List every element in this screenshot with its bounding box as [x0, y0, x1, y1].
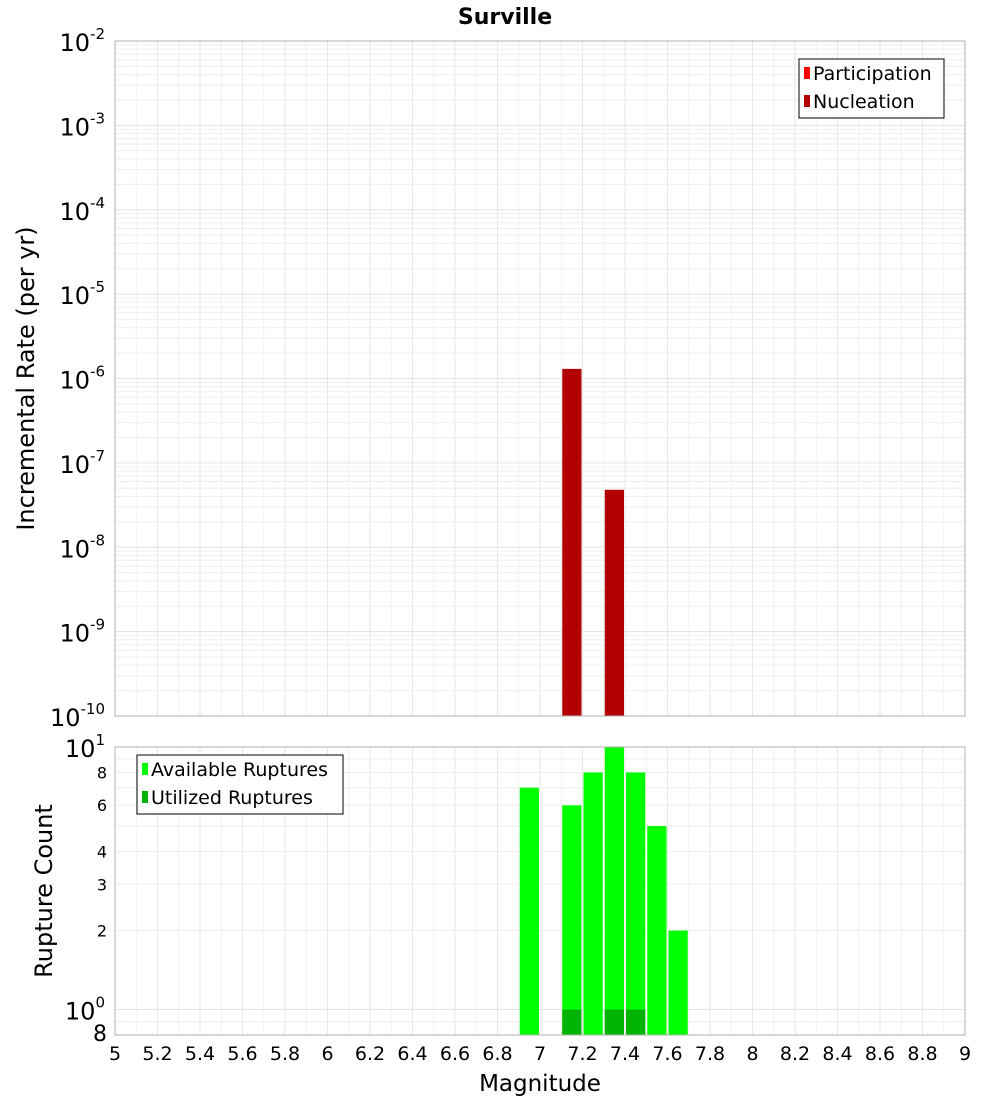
- legend-label: Available Ruptures: [151, 759, 328, 781]
- chart-panel-1: [30, 731, 971, 1097]
- y-axis-label: Incremental Rate (per yr): [12, 226, 40, 531]
- legend-swatch: [142, 763, 148, 775]
- y-tick-label: 4: [96, 842, 107, 862]
- x-tick-label: 6.8: [482, 1043, 513, 1065]
- bar-utilized-ruptures: [562, 1010, 581, 1035]
- y-tick-label: 8: [96, 763, 107, 783]
- legend: [799, 59, 944, 118]
- y-tick-label: $10^{-10}$: [49, 700, 105, 732]
- x-tick-label: 5.2: [142, 1043, 173, 1065]
- x-axis-label: Magnitude: [479, 1071, 601, 1097]
- x-tick-label: 8.2: [779, 1043, 811, 1065]
- y-tick-label: $10^{-9}$: [59, 615, 105, 648]
- x-tick-label: 7.6: [652, 1043, 683, 1065]
- bar-available-ruptures: [669, 931, 688, 1035]
- y-axis-label: Rupture Count: [30, 804, 58, 978]
- bar-available-ruptures: [584, 772, 603, 1035]
- y-tick-label: $10^{-2}$: [59, 25, 105, 57]
- y-tick-label: $10^{-8}$: [59, 531, 105, 564]
- x-tick-label: 8.4: [822, 1043, 853, 1065]
- y-tick-label: $10^{-7}$: [59, 446, 105, 479]
- legend-swatch: [142, 791, 148, 803]
- bar-available-ruptures: [562, 805, 581, 1035]
- y-tick-label: $10^1$: [64, 731, 105, 763]
- x-tick-label: 7.8: [694, 1043, 726, 1065]
- chart-title: Surville: [457, 5, 553, 30]
- x-tick-label: 7: [533, 1043, 547, 1065]
- bar-nucleation: [605, 490, 624, 716]
- bar-available-ruptures: [605, 747, 624, 1035]
- y-tick-label: 3: [96, 875, 107, 895]
- x-tick-label: 6.4: [397, 1043, 428, 1065]
- x-tick-label: 6: [321, 1043, 334, 1065]
- y-tick-label: $10^{-6}$: [59, 362, 105, 395]
- chart-panel-0: [12, 5, 965, 732]
- bar-available-ruptures: [520, 788, 539, 1035]
- y-tick-label: $10^0$: [64, 993, 105, 1026]
- bar-available-ruptures: [626, 772, 645, 1035]
- legend-swatch: [804, 95, 810, 107]
- legend-label: Participation: [813, 63, 932, 85]
- legend-swatch: [804, 67, 810, 79]
- bar-utilized-ruptures: [605, 1010, 624, 1035]
- x-tick-label: 5: [108, 1043, 122, 1065]
- x-tick-label: 5.4: [184, 1043, 216, 1065]
- x-tick-label: 7.2: [567, 1043, 598, 1065]
- y-tick-label: 6: [96, 796, 107, 816]
- y-tick-label: $10^{-3}$: [59, 109, 105, 142]
- legend-label: Utilized Ruptures: [151, 787, 313, 809]
- legend: [137, 755, 343, 814]
- y-tick-label: 8: [93, 1022, 107, 1047]
- x-tick-label: 6.2: [354, 1043, 386, 1065]
- y-tick-label: $10^{-4}$: [59, 193, 105, 226]
- x-tick-label: 8.6: [864, 1043, 896, 1065]
- legend-label: Nucleation: [813, 91, 915, 113]
- x-tick-label: 6.6: [439, 1043, 471, 1065]
- bar-utilized-ruptures: [626, 1010, 645, 1035]
- bar-nucleation: [562, 369, 581, 716]
- x-tick-label: 8.8: [907, 1043, 938, 1065]
- x-tick-label: 8: [746, 1043, 759, 1065]
- x-tick-label: 7.4: [609, 1043, 641, 1065]
- y-tick-label: $10^{-5}$: [59, 278, 105, 311]
- x-tick-label: 9: [958, 1043, 972, 1065]
- bar-available-ruptures: [647, 826, 666, 1035]
- y-tick-label: 2: [96, 921, 107, 941]
- x-tick-label: 5.8: [269, 1043, 301, 1065]
- x-tick-label: 5.6: [227, 1043, 258, 1065]
